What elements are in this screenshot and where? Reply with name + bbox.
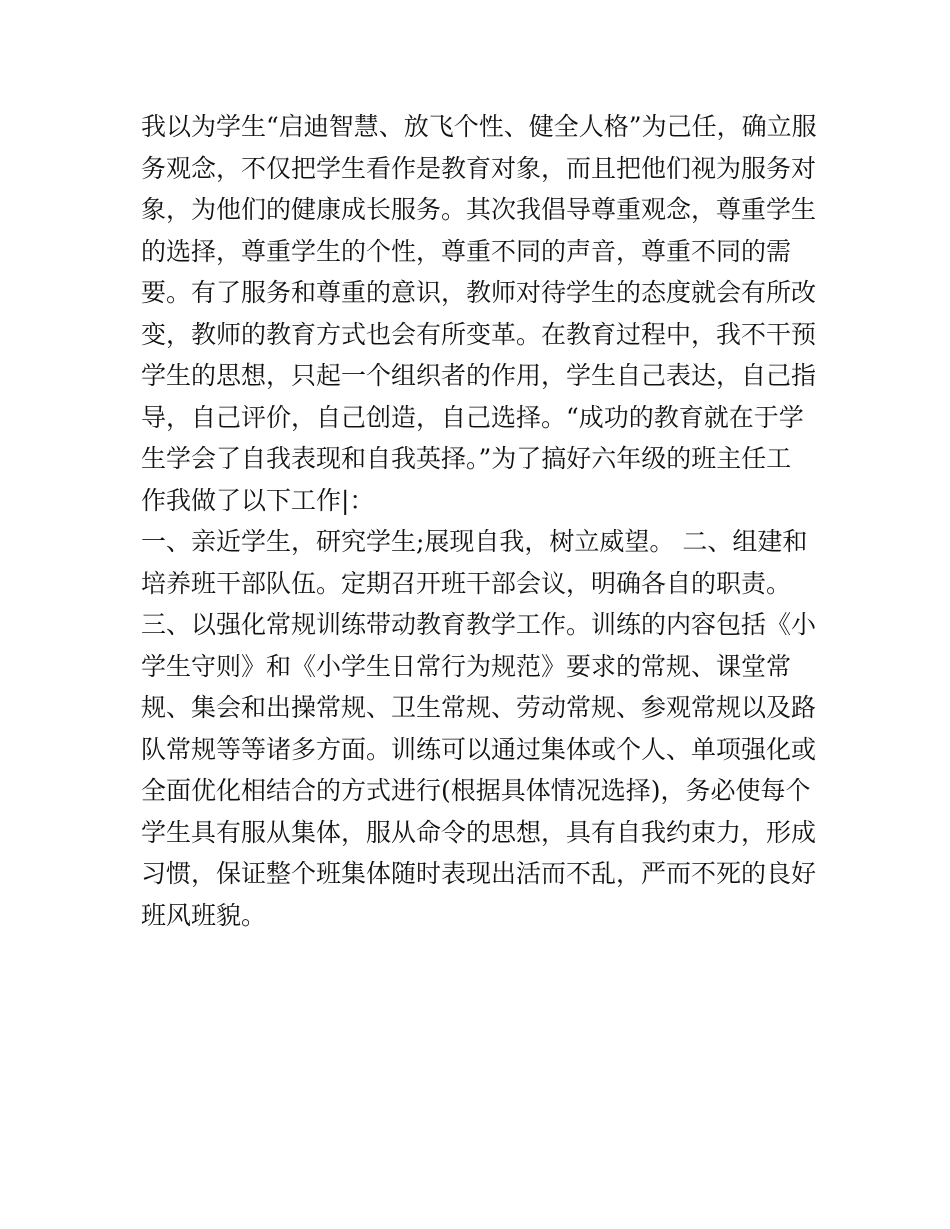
text-line: 的选择，尊重学生的个性，尊重不同的声音，尊重不同的需 (141, 236, 792, 266)
text-line: 规、集会和出操常规、卫生常规、劳动常规、参观常规以及路 (141, 693, 817, 722)
text-line: 作我做了以下工作|： (141, 485, 375, 515)
text-line: 我以为学生“启迪智慧、放飞个性、健全人格”为己任，确立服 (141, 112, 817, 141)
text-line: 班风班貌。 (141, 900, 267, 930)
text-line: 三、以强化常规训练带动教育教学工作。训练的内容包括《小 (141, 610, 817, 639)
text-line: 队常规等等诸多方面。训练可以通过集体或个人、单项强化或 (141, 734, 817, 764)
text-line: 学生具有服从集体，服从命令的思想，具有自我约束力，形成 (141, 817, 817, 847)
text-line: 培养班干部队伍。定期召开班干部会议，明确各自的职责。 (141, 568, 792, 598)
text-line: 学生守则》和《小学生日常行为规范》要求的常规、课堂常 (141, 651, 792, 681)
text-line: 习惯，保证整个班集体随时表现出活而不乱，严而不死的良好 (141, 859, 817, 888)
text-line: 导，自己评价，自己创造，自己选择。“成功的教育就在于学 (141, 402, 804, 432)
text-line: 变，教师的教育方式也会有所变革。在教育过程中，我不干预 (141, 319, 817, 349)
text-line: 学生的思想，只起一个组织者的作用，学生自己表达，自己指 (141, 361, 817, 390)
body-text (141, 106, 831, 936)
text-line: 务观念，不仅把学生看作是教育对象，而且把他们视为服务对 (141, 153, 817, 183)
text-line: 全面优化相结合的方式进行(根据具体情况选择)，务必使每个 (141, 776, 811, 805)
text-line: 一、亲近学生，研究学生;展现自我，树立威望。 二、组建和 (141, 527, 808, 556)
text-line: 象，为他们的健康成长服务。其次我倡导尊重观念，尊重学生 (141, 195, 817, 224)
text-line: 要。有了服务和尊重的意识，教师对待学生的态度就会有所改 (141, 278, 817, 307)
text-line: 生学会了自我表现和自我英择。”为了搞好六年级的班主任工 (141, 444, 792, 473)
